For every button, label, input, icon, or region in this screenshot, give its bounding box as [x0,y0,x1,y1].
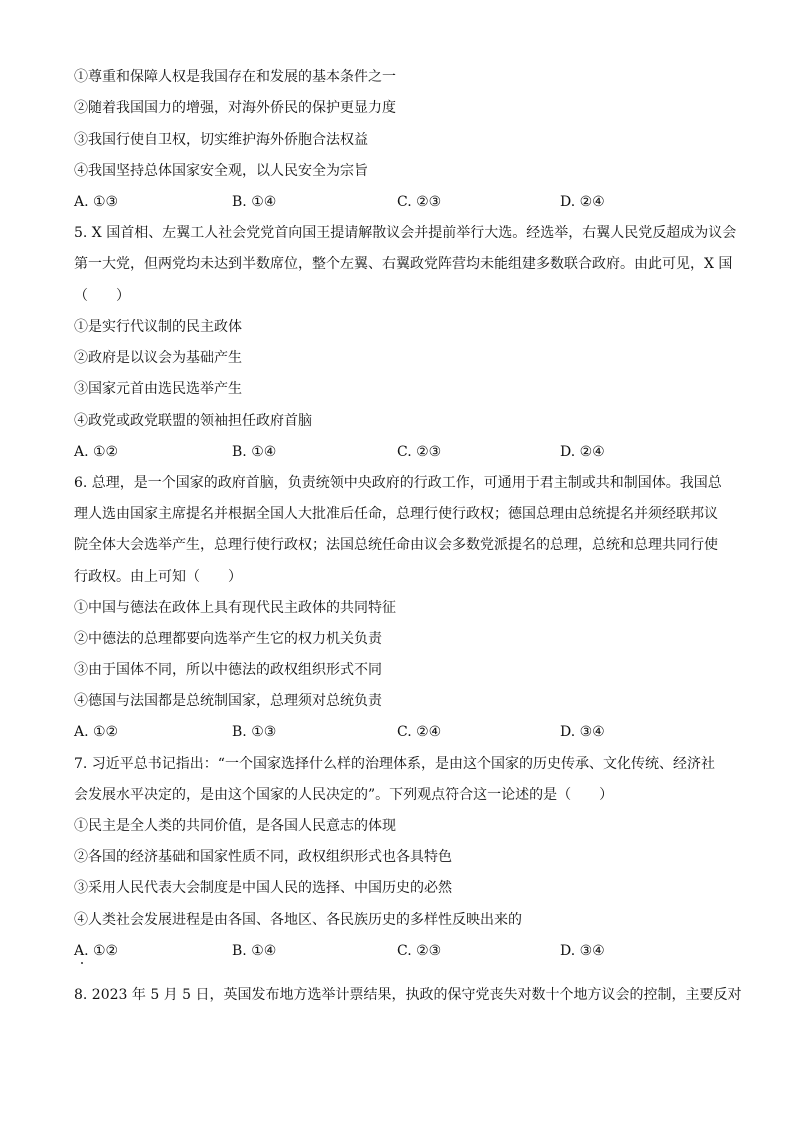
q4-statement-2: ②随着我国国力的增强，对海外侨民的保护更显力度 [74,100,396,116]
q6-stem-line-4: 行政权。由上可知（ ） [74,569,242,585]
q6-stem-line-1: 6. 总理，是一个国家的政府首脑，负责统领中央政府的行政工作，可通用于君主制或共和制国体。我国总 [74,475,722,491]
q5-options [74,443,734,461]
q6-option-a: A. ①② [74,724,119,740]
q7-statement-4: ④人类社会发展进程是由各国、各地区、各民族历史的多样性反映出来的 [74,912,522,928]
q7-stem-line-1: 7. 习近平总书记指出：“一个国家选择什么样的治理体系，是由这个国家的历史传承、文化传统、经济社 [74,756,715,772]
q4-option-c: C. ②③ [397,194,442,210]
q5-option-c: C. ②③ [397,444,442,460]
q6-option-b: B. ①③ [232,724,277,740]
q6-options [74,723,734,741]
q5-stem-line-2: 第一大党，但两党均未达到半数席位，整个左翼、右翼政党阵营均未能组建多数联合政府。由此可见，X 国 [74,256,733,272]
q6-statement-4: ④德国与法国都是总统制国家，总理须对总统负责 [74,693,382,709]
q7-option-a: A. ①② [74,943,119,959]
q8-stem-line-1: 8. 2023 年 5 月 5 日，英国发布地方选举计票结果，执政的保守党丧失对数十个地方议会的控制，主要反对 [74,987,742,1003]
q4-option-d: D. ②④ [560,194,605,210]
q5-statement-1: ①是实行代议制的民主政体 [74,319,242,335]
q7-option-d: D. ③④ [560,943,605,959]
q4-statement-1: ①尊重和保障人权是我国存在和发展的基本条件之一 [74,69,396,85]
q5-stem-line-3: （ ） [74,288,130,304]
q6-statement-1: ①中国与德法在政体上具有现代民主政体的共同特征 [74,600,396,616]
q5-stem-line-1: 5. X 国首相、左翼工人社会党党首向国王提请解散议会并提前举行大选。经选举，右翼人民党反超成为议会 [74,225,737,241]
q7-statement-2: ②各国的经济基础和国家性质不同，政权组织形式也各具特色 [74,849,452,865]
q5-statement-4: ④政党或政党联盟的领袖担任政府首脑 [74,413,312,429]
q6-statement-2: ②中德法的总理都要向选举产生它的权力机关负责 [74,631,382,647]
q7-option-c: C. ②③ [397,943,442,959]
q7-statement-1: ①民主是全人类的共同价值，是各国人民意志的体现 [74,818,396,834]
q5-option-b: B. ①④ [232,444,277,460]
q4-option-b: B. ①④ [232,194,277,210]
q5-statement-2: ②政府是以议会为基础产生 [74,350,242,366]
q7-stem-line-2: 会发展水平决定的，是由这个国家的人民决定的”。下列观点符合这一论述的是（ ） [74,787,614,803]
q7-statement-3: ③采用人民代表大会制度是中国人民的选择、中国历史的必然 [74,880,452,896]
q6-option-c: C. ②④ [397,724,442,740]
q7-option-b: B. ①④ [232,943,277,959]
q4-option-a: A. ①③ [74,194,119,210]
q5-option-d: D. ②④ [560,444,605,460]
q4-statement-4: ④我国坚持总体国家安全观，以人民安全为宗旨 [74,163,368,179]
q6-statement-3: ③由于国体不同，所以中德法的政权组织形式不同 [74,662,382,678]
q6-option-d: D. ③④ [560,724,605,740]
q6-stem-line-3: 院全体大会选举产生，总理行使行政权；法国总统任命由议会多数党派提名的总理，总统和总理共同行使 [74,537,718,553]
q5-statement-3: ③国家元首由选民选举产生 [74,381,242,397]
q4-statement-3: ③我国行使自卫权，切实维护海外侨胞合法权益 [74,132,368,148]
q7-options [74,942,734,960]
q5-option-a: A. ①② [74,444,119,460]
q4-options [74,193,734,211]
stray-dot [81,962,83,964]
q6-stem-line-2: 理人选由国家主席提名并根据全国人大批准后任命，总理行使行政权；德国总理由总统提名并须经联邦议 [74,506,718,522]
